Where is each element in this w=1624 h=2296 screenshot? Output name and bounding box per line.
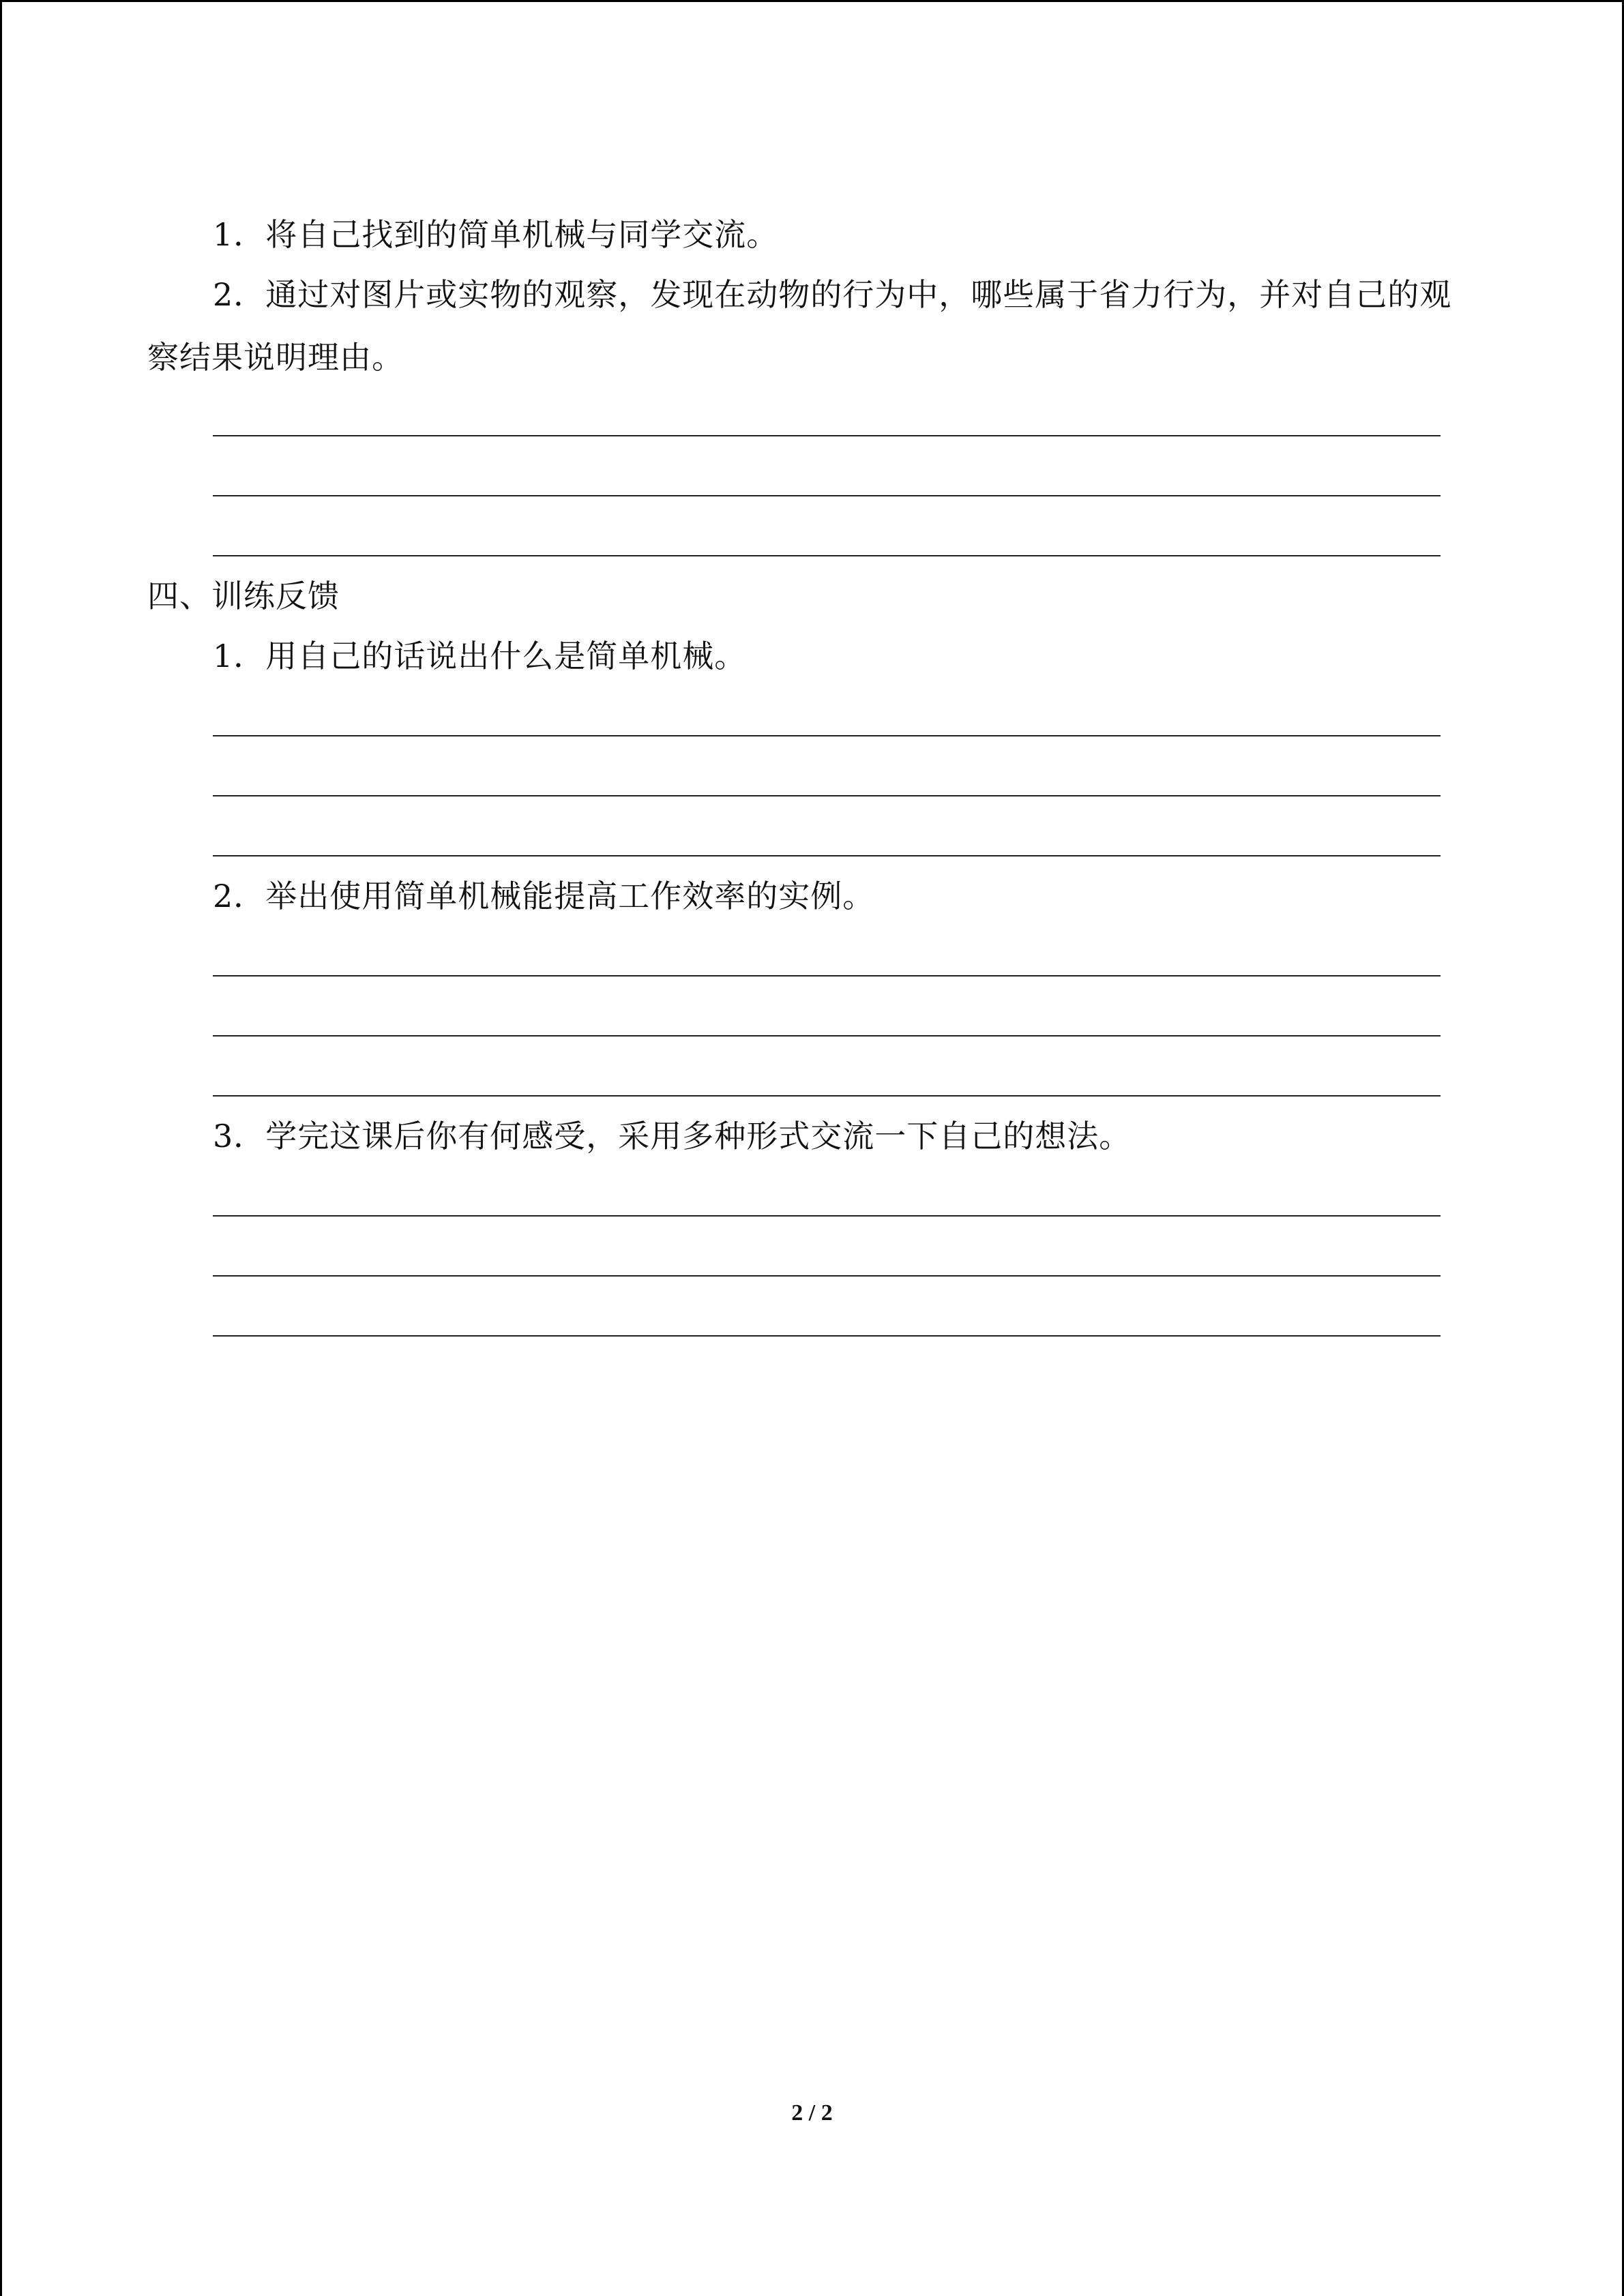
question-2-text: 2．举出使用简单机械能提高工作效率的实例。	[213, 878, 875, 914]
item-1-text: 1．将自己找到的简单机械与同学交流。	[213, 216, 779, 253]
answer-line[interactable]	[213, 795, 1441, 796]
section-heading-training-feedback: 四、训练反馈	[147, 578, 340, 614]
answer-line[interactable]	[213, 435, 1441, 436]
answer-line[interactable]	[213, 1095, 1441, 1097]
page-number: 2 / 2	[791, 2100, 833, 2126]
answer-line[interactable]	[213, 1035, 1441, 1037]
answer-line[interactable]	[213, 495, 1441, 496]
answer-line[interactable]	[213, 1275, 1441, 1277]
item-2-text-line-1: 2．通过对图片或实物的观察，发现在动物的行为中，哪些属于省力行为，并对自己的观	[213, 276, 1452, 313]
answer-line[interactable]	[213, 975, 1441, 976]
answer-line[interactable]	[213, 1215, 1441, 1217]
answer-line[interactable]	[213, 735, 1441, 736]
answer-line[interactable]	[213, 855, 1441, 856]
question-1-text: 1．用自己的话说出什么是简单机械。	[213, 638, 747, 674]
question-3-text: 3．学完这课后你有何感受，采用多种形式交流一下自己的想法。	[213, 1118, 1132, 1154]
answer-line[interactable]	[213, 1335, 1441, 1337]
item-2-text-line-2: 察结果说明理由。	[147, 339, 404, 376]
answer-line[interactable]	[213, 555, 1441, 556]
